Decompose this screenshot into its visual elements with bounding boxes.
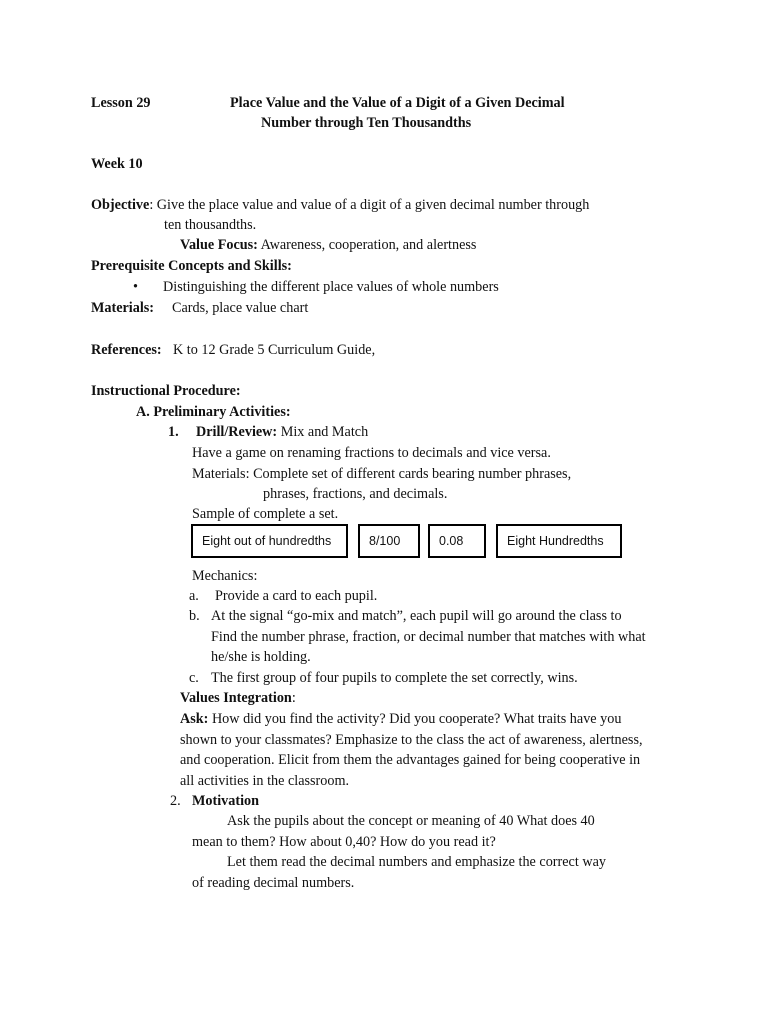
- lesson-number: Lesson 29: [91, 95, 151, 111]
- mech-a-text: Provide a card to each pupil.: [215, 588, 378, 604]
- card-fraction: 8/100: [358, 524, 420, 558]
- sample-line: Sample of complete a set.: [192, 506, 339, 522]
- item2-number: 2.: [170, 793, 181, 809]
- materials-label: Materials:: [91, 300, 155, 316]
- motivation-line4: of reading decimal numbers.: [192, 875, 355, 891]
- mech-b-line2: Find the number phrase, fraction, or decimal number that matches with what: [211, 629, 646, 645]
- ask-line3: and cooperation. Elicit from them the advantages gained for being cooperative in: [180, 752, 641, 768]
- references-label: References:: [91, 342, 162, 358]
- prerequisite-label: Prerequisite Concepts and Skills:: [91, 258, 292, 274]
- lesson-title-line1: Place Value and the Value of a Digit of a Given Decimal: [230, 95, 565, 111]
- materials-line1: Materials: Complete set of different cards bearing number phrases,: [192, 466, 572, 482]
- materials-text: Cards, place value chart: [172, 300, 309, 316]
- motivation-line3: Let them read the decimal numbers and emphasize the correct way: [227, 854, 606, 870]
- mechanics-label: Mechanics:: [192, 568, 258, 584]
- card-word-phrase: Eight out of hundredths: [191, 524, 348, 558]
- game-description: Have a game on renaming fractions to decimals and vice versa.: [192, 445, 551, 461]
- value-focus-text: Awareness, cooperation, and alertness: [257, 237, 477, 253]
- values-integration-label: Values Integration: [180, 690, 292, 706]
- procedure-heading: Instructional Procedure:: [91, 383, 241, 399]
- objective-line: [91, 196, 589, 214]
- mech-a-marker: a.: [189, 588, 199, 604]
- item1-text: Mix and Match: [280, 424, 369, 440]
- ask-label: Ask:: [180, 711, 209, 727]
- ask-line4: all activities in the classroom.: [180, 773, 350, 789]
- mech-b-line3: he/she is holding.: [211, 649, 311, 665]
- week-label: Week 10: [91, 156, 143, 172]
- item1-label: Drill/Review:: [196, 424, 278, 440]
- references-text: K to 12 Grade 5 Curriculum Guide,: [173, 342, 376, 358]
- section-a-heading: A. Preliminary Activities:: [136, 404, 291, 420]
- values-integration-line: [180, 689, 296, 707]
- item1-line: [196, 423, 368, 441]
- motivation-line2: mean to them? How about 0,40? How do you read it?: [192, 834, 496, 850]
- motivation-line1: Ask the pupils about the concept or meaning of 40 What does 40: [227, 813, 595, 829]
- ask-text-line1: How did you find the activity? Did you cooperate? What traits have you: [208, 711, 622, 727]
- card-decimal: 0.08: [428, 524, 486, 558]
- bullet-marker: •: [133, 279, 138, 295]
- item1-number: 1.: [168, 424, 179, 440]
- mech-c-marker: c.: [189, 670, 199, 686]
- objective-text-line2: ten thousandths.: [164, 217, 257, 233]
- ask-line2: shown to your classmates? Emphasize to the class the act of awareness, alertness,: [180, 732, 643, 748]
- objective-label: Objective: [91, 197, 150, 213]
- mech-c-text: The first group of four pupils to complete the set correctly, wins.: [211, 670, 578, 686]
- values-integration-colon: :: [291, 690, 296, 706]
- card-word-name: Eight Hundredths: [496, 524, 622, 558]
- mech-b-line1: At the signal “go-mix and match”, each pupil will go around the class to: [211, 608, 622, 624]
- lesson-title-line2: Number through Ten Thousandths: [261, 115, 472, 131]
- mech-b-marker: b.: [189, 608, 200, 624]
- prerequisite-item: Distinguishing the different place values of whole numbers: [163, 279, 499, 295]
- materials-line2: phrases, fractions, and decimals.: [263, 486, 448, 502]
- value-focus-line: [180, 236, 476, 254]
- value-focus-label: Value Focus:: [180, 237, 258, 253]
- ask-line1: [180, 710, 621, 728]
- motivation-label: Motivation: [192, 793, 259, 809]
- objective-text: : Give the place value and value of a digit of a given decimal number through: [149, 197, 590, 213]
